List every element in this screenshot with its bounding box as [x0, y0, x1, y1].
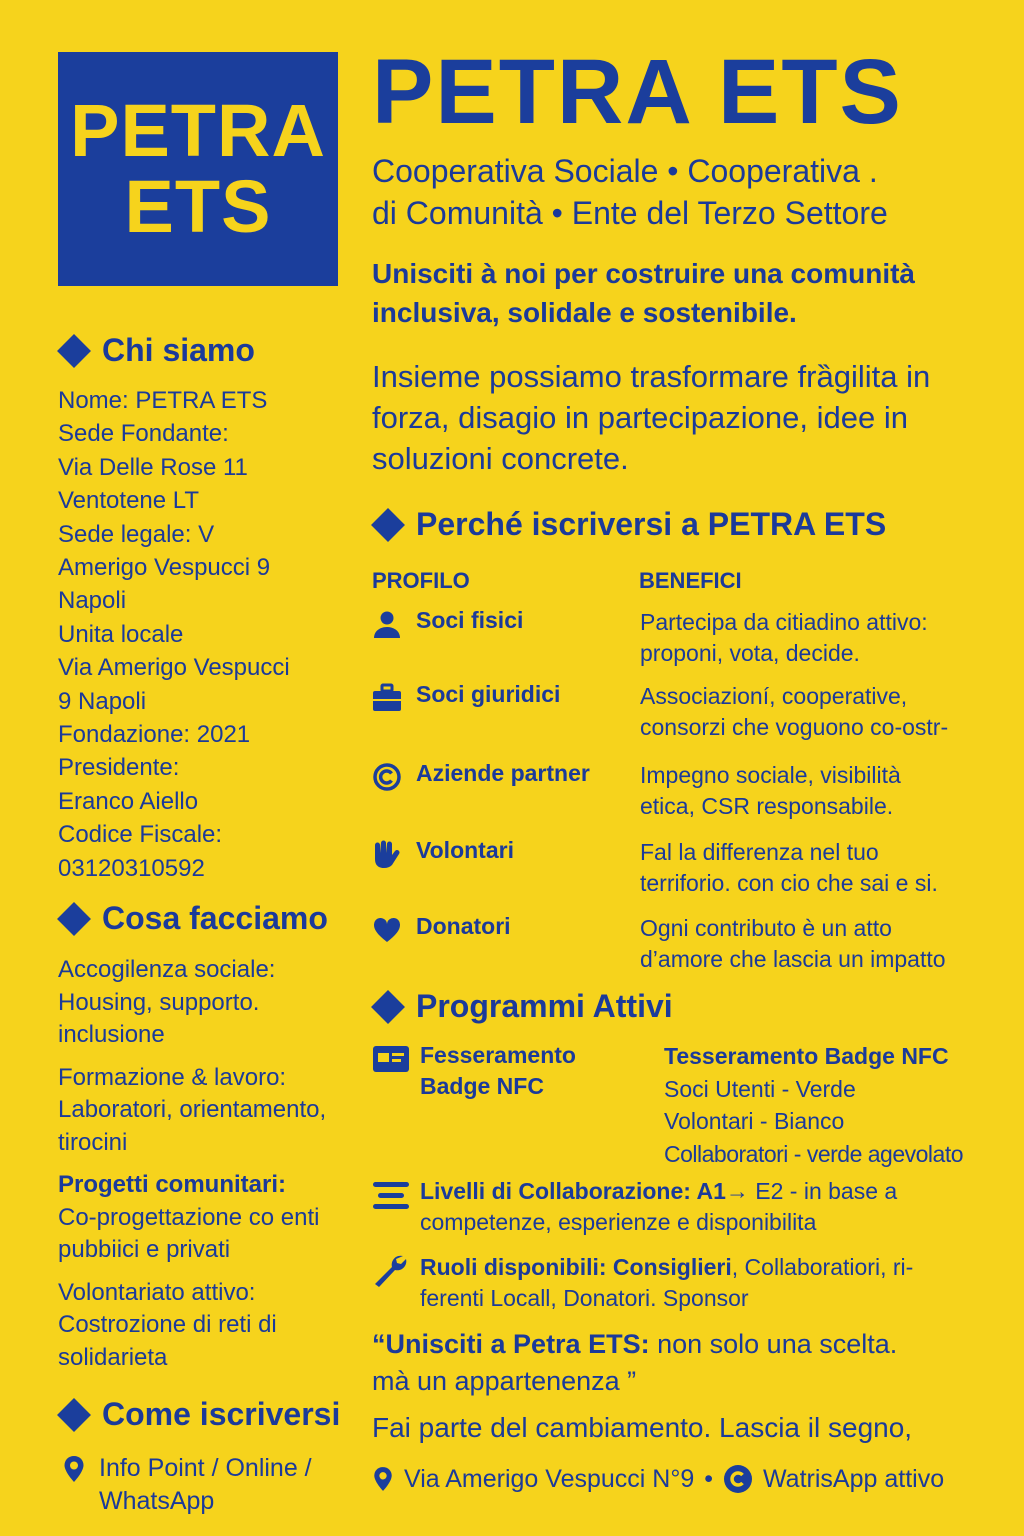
info-line: Sede Fondante:: [58, 420, 229, 448]
diamond-icon: [57, 334, 91, 368]
profile-label: Soci giuridici: [416, 681, 561, 707]
quote-text: non solo una scelta.: [649, 1329, 898, 1359]
benefit-line: proponi, vota, decide.: [640, 640, 860, 666]
programma-label-line: Badge NFC: [420, 1073, 544, 1099]
info-line: Codice Fiscale:: [58, 821, 223, 849]
benefit-line: etica, CSR responsabile.: [640, 793, 894, 819]
ruoli-list: ferenti Locall, Donatori. Sponsor: [420, 1285, 749, 1311]
activity-item: [58, 954, 358, 1052]
footer-address: Via Amerigo Vespucci N°9: [404, 1464, 695, 1493]
column-header-benefici: BENEFICI: [639, 568, 742, 593]
benefit-text: [640, 913, 990, 975]
info-line: Via Delle Rose 11: [58, 453, 248, 481]
iscriversi-line-2: WhatsApp: [99, 1487, 215, 1515]
whatsapp-icon: [723, 1464, 753, 1494]
activity-desc: solidarieta: [58, 1343, 168, 1371]
section-title-text: Chi siamo: [102, 332, 255, 368]
location-pin-icon: [62, 1455, 86, 1483]
cosa-facciamo-list: [58, 954, 358, 1384]
activity-desc: Laboratori, orientamento,: [58, 1096, 327, 1123]
tagline-line-1: Unisciti à noi per costruire una comunità: [372, 258, 915, 289]
activity-title: Formazione & lavoro:: [58, 1063, 287, 1091]
livelli-label: Livelli di Collaborazione: A1: [420, 1178, 726, 1204]
programma-detail-title: Tesseramento Badge NFC: [664, 1043, 949, 1069]
livelli-desc: competenze, esperienze e disponibilita: [420, 1209, 817, 1235]
section-title-text: Cosa facciamo: [102, 900, 328, 936]
info-line: Via Amerigo Vespucci: [58, 654, 290, 682]
info-line: Eranco Aiello: [58, 787, 199, 815]
come-iscriversi-info: [62, 1452, 312, 1518]
activity-title: Accogilenza sociale:: [58, 956, 276, 983]
intro-line-2: forza, disagio in partecipazione, idee in: [372, 400, 908, 435]
quote-bold: “Unisciti a Petra ETS:: [372, 1329, 650, 1359]
logo-line-2: ETS: [124, 165, 272, 248]
intro-line-1: Insieme possiamo trasformare frȁgilita in: [372, 359, 931, 394]
diamond-icon: [371, 990, 405, 1024]
profile-label: Soci fisici: [416, 607, 524, 633]
programma-badge-details: [664, 1040, 963, 1170]
programma-detail-line: Volontari - Bianco: [664, 1108, 845, 1134]
briefcase-icon: [372, 683, 402, 713]
activity-desc: Co-progettazione co enti: [58, 1203, 320, 1231]
subtitle-line-2: di Comunità • Ente del Terzo Settore: [372, 195, 888, 231]
benefit-line: Associazioní, cooperative,: [640, 683, 908, 709]
activity-title: Progetti comunitari:: [58, 1171, 287, 1198]
call-to-action: Fai parte del cambiamento. Lascia il segno,: [372, 1412, 913, 1443]
activity-desc: Costrozione di reti di: [58, 1311, 277, 1338]
logo-line-1: PETRA: [70, 89, 326, 172]
benefit-text: [640, 681, 990, 743]
info-line: Napoli: [58, 587, 127, 615]
tagline: [372, 254, 992, 332]
section-cosa-facciamo-title: [58, 900, 328, 937]
activity-title: Volontariato attivo:: [58, 1278, 256, 1306]
person-icon: [372, 609, 402, 639]
profile-label: Donatori: [416, 913, 511, 939]
programma-label-line: Fesseramento: [420, 1042, 576, 1068]
livelli-range: → E2 - in base a: [725, 1178, 898, 1204]
benefit-line: Ogni contributo è un atto: [640, 915, 892, 941]
info-line: Sede legale: V: [58, 520, 215, 548]
copyright-icon: [372, 762, 402, 792]
benefit-line: Impegno sociale, visibilità: [640, 762, 901, 788]
section-come-iscriversi-title: [58, 1396, 340, 1433]
benefit-line: Fal la differenza nel tuo: [640, 839, 879, 865]
wrench-icon: [372, 1252, 408, 1288]
benefit-line: terriforio. con cio che sai e si.: [640, 870, 938, 896]
info-line: Fondazione: 2021: [58, 721, 251, 749]
tagline-line-2: inclusiva, solidale e sostenibile.: [372, 297, 797, 328]
subtitle: [372, 150, 992, 234]
ruoli-list: , Collaboratiori, ri-: [731, 1254, 914, 1280]
section-title-text: Programmi Attivi: [416, 988, 673, 1024]
benefit-text: [640, 760, 990, 822]
info-line: Nome: PETRA ETS: [58, 387, 268, 414]
levels-icon: [372, 1180, 410, 1212]
intro-text: [372, 356, 992, 479]
iscriversi-line-1: Info Point / Online /: [99, 1454, 312, 1482]
chi-siamo-list: [58, 384, 348, 885]
activity-desc: inclusione: [58, 1021, 165, 1048]
intro-line-3: soluzioni concrete.: [372, 441, 629, 476]
section-perche-title: [372, 506, 886, 543]
profile-label: Volontari: [416, 837, 514, 863]
info-line: Amerigo Vespucci 9: [58, 554, 271, 582]
section-title-text: Come iscriversi: [102, 1396, 341, 1432]
profile-label: Aziende partner: [416, 760, 590, 786]
benefit-text: [640, 837, 990, 899]
livelli-collaborazione: [420, 1176, 1010, 1238]
activity-desc: tirocini: [58, 1128, 128, 1156]
ruoli-label: Ruoli disponibili: Consiglieri: [420, 1254, 732, 1280]
page-title: PETRA ETS: [372, 41, 903, 143]
badge-card-icon: [372, 1044, 410, 1074]
activity-item: [58, 1277, 358, 1375]
quote-text: mà un appartenenza ”: [372, 1366, 637, 1396]
info-line: Unita locale: [58, 620, 184, 648]
diamond-icon: [57, 1398, 91, 1432]
subtitle-line-1: Cooperativa Sociale • Cooperativa .: [372, 153, 878, 189]
programma-badge-label: [420, 1040, 576, 1102]
column-header-profilo: PROFILO: [372, 568, 470, 593]
section-chi-siamo-title: [58, 332, 255, 369]
activity-item: [58, 1169, 358, 1267]
info-line: 9 Napoli: [58, 687, 147, 715]
logo-block: [58, 52, 338, 286]
info-line: 03120310592: [58, 854, 205, 882]
activity-desc: Housing, supporto.: [58, 988, 260, 1016]
closing-quote: [372, 1326, 1012, 1400]
diamond-icon: [57, 902, 91, 936]
activity-desc: pubbiici e privati: [58, 1236, 231, 1263]
activity-item: [58, 1062, 358, 1160]
benefit-line: d’amore che lascia un impatto: [640, 946, 946, 972]
hand-icon: [372, 839, 402, 869]
benefit-text: [640, 607, 990, 669]
info-line: Ventotene LT: [58, 487, 199, 515]
programma-detail-line: Collaboratori - verde agevolato: [664, 1140, 964, 1167]
footer-contacts: [372, 1464, 944, 1494]
section-programmi-title: [372, 988, 673, 1025]
ruoli-disponibili: [420, 1252, 1010, 1314]
benefit-line: consorzi che voguono co-ostr-: [640, 714, 949, 740]
footer-separator: •: [704, 1464, 714, 1493]
programma-detail-line: Soci Utenti - Verde: [664, 1075, 856, 1102]
info-line: Presidente:: [58, 754, 180, 782]
section-title-text: Perché iscriversi a PETRA ETS: [416, 506, 887, 542]
heart-icon: [372, 915, 402, 945]
benefit-line: Partecipa da citiadino attivo:: [640, 609, 928, 635]
footer-whatsapp: WatrisApp attivo: [763, 1464, 945, 1493]
diamond-icon: [371, 508, 405, 542]
location-pin-icon: [372, 1465, 394, 1493]
